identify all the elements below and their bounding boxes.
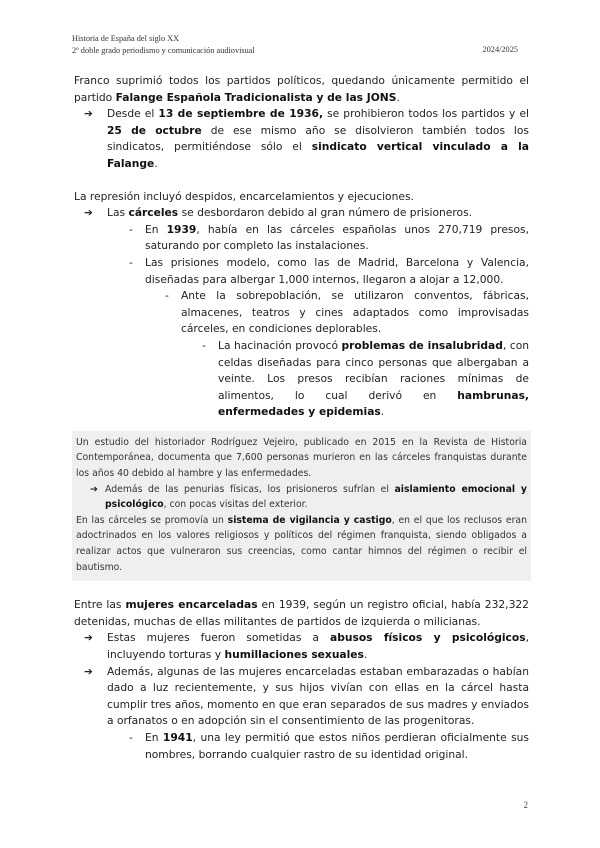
paragraph-repression: La represión incluyó despidos, encarcelamientos y ejecuciones. bbox=[74, 189, 414, 203]
bullet-children: ➔ Además, algunas de las mujeres encarceladas estaban embarazadas o habían dado a luz recientemente, y sus hijos vivían con ellas en la cárcel hasta cumplir tres años, momento en que eran separados de sus madres y enviados a orfanatos o en adopción sin el consentimiento de las progenitoras. bbox=[74, 664, 529, 730]
bullet-abuses: ➔ Estas mujeres fueron sometidas a abusos físicos y psicológicos, incluyendo torturas y humillaciones sexuales. bbox=[74, 630, 529, 663]
document-body bbox=[74, 73, 529, 763]
highlight-box bbox=[72, 431, 531, 581]
header-year: 2024/2025 bbox=[482, 45, 518, 54]
dash-1939-prisoners: - En 1939, había en las cárceles españolas unos 270,719 presos, saturando por completo las instalaciones. bbox=[74, 222, 529, 255]
dash-model-prisons: - Las prisiones modelo, como las de Madrid, Barcelona y Valencia, diseñadas para albergar 1,000 internos, llegaron a alojar a 12,000. bbox=[74, 255, 529, 288]
dash-overcrowding: - La hacinación provocó problemas de insalubridad, con celdas diseñadas para cinco personas que albergaban a veinte. Los presos recibían raciones mínimas de alimentos, lo cual derivó en hambrunas, enfermedades y epidemias. bbox=[74, 338, 529, 421]
bullet-unions: ➔ Desde el 13 de septiembre de 1936, se prohibieron todos los partidos y el 25 de octubre de ese mismo año se disolvieron también todos los sindicatos, permitiéndose sólo el sindicato vertical vinculado a la Falange. bbox=[74, 106, 529, 172]
paragraph-parties: Franco suprimió todos los partidos políticos, quedando únicamente permitido el partido Falange Española Tradicionalista y de las JONS. bbox=[74, 74, 529, 104]
box-study-paragraph: Un estudio del historiador Rodríguez Vejeiro, publicado en 2015 en la Revista de Historia Contemporánea, documenta que 7,600 personas murieron en las cárceles franquistas durante los años 40 debido al hambre y las enfermedades. bbox=[76, 436, 527, 480]
dash-improvised-prisons: - Ante la sobrepoblación, se utilizaron conventos, fábricas, almacenes, teatros y cines adaptados como improvisadas cárceles, en condiciones deplorables. bbox=[74, 288, 529, 338]
paragraph-women: Entre las mujeres encarceladas en 1939, según un registro oficial, había 232,322 detenidas, muchas de ellas militantes de partidos de izquierda o milicianas. bbox=[74, 598, 529, 628]
header-course: Historia de España del siglo XX bbox=[72, 34, 180, 43]
header-degree: 2º doble grado periodismo y comunicación audiovisual bbox=[72, 46, 255, 55]
page-number: 2 bbox=[523, 800, 528, 810]
dash-1941-law: - En 1941, una ley permitió que estos niños perdieran oficialmente sus nombres, borrando cualquier rastro de su identidad original. bbox=[74, 730, 529, 763]
bullet-prisons: ➔ Las cárceles se desbordaron debido al gran número de prisioneros. bbox=[74, 205, 529, 222]
box-bullet-isolation: ➔ Además de las penurias físicas, los prisioneros sufrían el aislamiento emocional y psicológico, con pocas visitas del exterior. bbox=[76, 482, 527, 513]
page-header bbox=[72, 33, 255, 57]
box-surveillance-paragraph: En las cárceles se promovía un sistema de vigilancia y castigo, en el que los reclusos eran adoctrinados en los valores religiosos y políticos del régimen franquista, siendo obligados a realizar actos que vulneraron sus creencias, como cantar himnos del régimen o recibir el bautismo. bbox=[76, 514, 528, 573]
